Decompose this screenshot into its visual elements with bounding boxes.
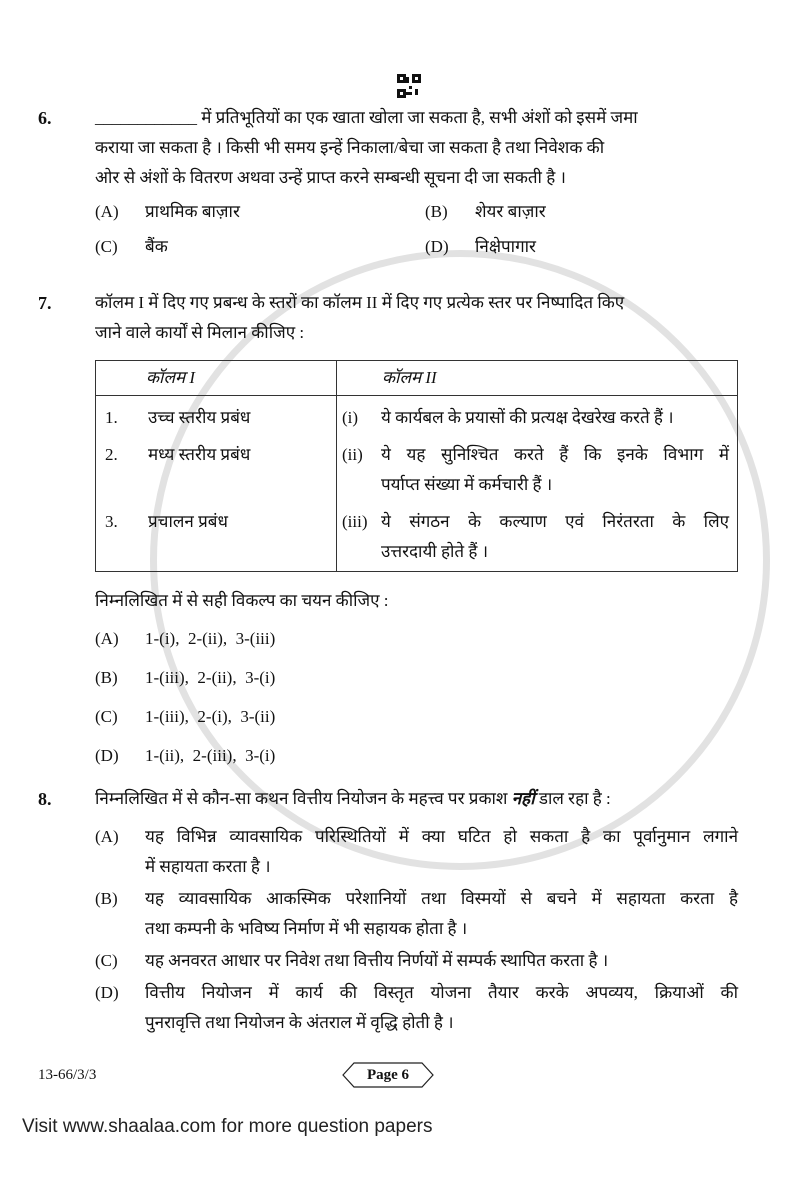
column-1-header: कॉलम I: [146, 368, 196, 387]
question-number: 6.: [38, 108, 52, 128]
question-text: कॉलम I में दिए गए प्रबन्ध के स्तरों का कॉलम II में दिए गए प्रत्येक स्तर पर निष्पादित किए: [95, 293, 625, 312]
option-a: [95, 624, 738, 654]
match-table: [95, 360, 738, 572]
option-c: [95, 946, 738, 976]
question-number: 8.: [38, 789, 52, 809]
row-number: 3.: [105, 512, 118, 531]
option-label: (A): [95, 629, 119, 648]
question-text: [95, 784, 738, 814]
option-text-line: तथा कम्पनी के भविष्य निर्माण में भी सहायक होता है ।: [145, 919, 468, 938]
option-c: [95, 232, 425, 262]
option-label: (B): [95, 668, 118, 687]
question-7: [38, 288, 738, 780]
option-text: [145, 978, 738, 1038]
row-text-line: ये यह सुनिश्चित करते हैं कि इनके विभाग में: [381, 445, 729, 464]
qr-code-icon: [397, 74, 421, 98]
stem-after: डाल रहा है :: [534, 789, 611, 808]
options: [95, 197, 738, 262]
question-body: [95, 288, 738, 780]
options: [95, 624, 738, 771]
page-number-badge: [342, 1062, 434, 1088]
stem-emphasis: नहीं: [511, 789, 535, 808]
question-text: जाने वाले कार्यों से मिलान कीजिए :: [95, 323, 305, 342]
option-text-line: में सहायता करता है ।: [145, 857, 271, 876]
page-number: Page 6: [366, 1067, 410, 1083]
row-text: प्रचालन प्रबंध: [148, 512, 228, 531]
question-body: [95, 103, 738, 262]
option-text-line: पुनरावृत्ति तथा नियोजन के अंतराल में वृद्धि होती है ।: [145, 1013, 454, 1032]
option-label: (C): [95, 951, 118, 970]
option-label: (B): [95, 889, 118, 908]
row-number: (ii): [342, 445, 363, 464]
question-text: में प्रतिभूतियों का एक खाता खोला जा सकता है, सभी अंशों को इसमें जमा: [201, 108, 638, 127]
option-d: [95, 741, 738, 771]
option-d: [425, 232, 738, 262]
option-d: [95, 978, 738, 1038]
option-label: (C): [95, 237, 118, 256]
table-cell-column-2: [337, 396, 738, 572]
option-text-line: यह व्यावसायिक आकस्मिक परेशानियों तथा विस्मयों से बचने में सहायता करता है: [145, 889, 738, 908]
row-text: ये कार्यबल के प्रयासों की प्रत्यक्ष देखरेख करते हैं ।: [381, 408, 674, 427]
option-text-line: यह अनवरत आधार पर निवेश तथा वित्तीय निर्णयों में सम्पर्क स्थापित करता है ।: [145, 951, 609, 970]
question-8: [38, 784, 738, 1040]
row-text-line: पर्याप्त संख्या में कर्मचारी हैं ।: [381, 475, 553, 494]
option-text: [145, 946, 738, 976]
row-text: उच्च स्तरीय प्रबंध: [148, 408, 251, 427]
option-a: [95, 197, 425, 227]
option-b: [425, 197, 738, 227]
option-text: [145, 822, 738, 882]
prompt-text: निम्नलिखित में से सही विकल्प का चयन कीजिए :: [95, 591, 389, 610]
option-text: 1-(i), 2-(ii), 3-(iii): [145, 629, 276, 648]
stem-before: निम्नलिखित में से कौन-सा कथन वित्तीय नियोजन के महत्त्व पर प्रकाश: [95, 789, 512, 808]
row-text: [381, 440, 729, 500]
question-body: [95, 784, 738, 1040]
option-text: बैंक: [145, 237, 168, 256]
column-2-header: कॉलम II: [382, 368, 437, 387]
fill-blank: ____________: [95, 108, 197, 127]
table-cell-column-1: [96, 396, 337, 572]
option-label: (C): [95, 707, 118, 726]
column-2-row: [337, 507, 737, 567]
option-text: 1-(iii), 2-(ii), 3-(i): [145, 668, 276, 687]
column-2-row: [337, 403, 737, 433]
question-text: कराया जा सकता है । किसी भी समय इन्हें निकाला/बेचा जा सकता है तथा निवेशक की: [95, 138, 605, 157]
question-text: ओर से अंशों के वितरण अथवा उन्हें प्राप्त करने सम्बन्धी सूचना दी जा सकती है ।: [95, 168, 566, 187]
page-footer: [38, 1060, 738, 1090]
option-label: (A): [95, 202, 119, 221]
option-a: [95, 822, 738, 882]
question-number: 7.: [38, 293, 52, 313]
row-text-line: ये संगठन के कल्याण एवं निरंतरता के लिए: [381, 512, 729, 531]
paper-code: 13-66/3/3: [38, 1067, 97, 1083]
option-label: (D): [425, 237, 449, 256]
option-text-line: यह विभिन्न व्यावसायिक परिस्थितियों में क्या घटित हो सकता है का पूर्वानुमान लगाने: [145, 827, 738, 846]
option-text: निक्षेपागार: [475, 237, 537, 256]
column-1-row: [96, 403, 336, 433]
option-c: [95, 702, 738, 732]
row-number: (iii): [342, 512, 368, 531]
row-text-line: उत्तरदायी होते हैं ।: [381, 542, 489, 561]
table-header-cell: [96, 361, 337, 396]
column-2-row: [337, 440, 737, 500]
row-text: [381, 507, 729, 567]
column-1-row: [96, 507, 336, 537]
row-number: 1.: [105, 408, 118, 427]
option-text: प्राथमिक बाज़ार: [145, 202, 240, 221]
option-text: 1-(ii), 2-(iii), 3-(i): [145, 746, 276, 765]
option-text-line: वित्तीय नियोजन में कार्य की विस्तृत योजना तैयार करके अपव्यय, क्रियाओं की: [145, 983, 738, 1002]
row-number: (i): [342, 408, 359, 427]
table-header-cell: [337, 361, 738, 396]
options: [95, 822, 738, 1038]
row-number: 2.: [105, 445, 118, 464]
option-label: (B): [425, 202, 448, 221]
option-text: [145, 884, 738, 944]
option-label: (D): [95, 746, 119, 765]
option-text: 1-(iii), 2-(i), 3-(ii): [145, 707, 276, 726]
footer-link[interactable]: Visit www.shaalaa.com for more question papers: [22, 1116, 433, 1137]
option-b: [95, 884, 738, 944]
option-label: (D): [95, 983, 119, 1002]
column-1-row: [96, 440, 336, 470]
question-6: [38, 103, 738, 262]
question-text-line: [95, 103, 738, 133]
option-text: शेयर बाज़ार: [475, 202, 546, 221]
option-label: (A): [95, 827, 119, 846]
row-text: मध्य स्तरीय प्रबंध: [148, 445, 251, 464]
option-b: [95, 663, 738, 693]
